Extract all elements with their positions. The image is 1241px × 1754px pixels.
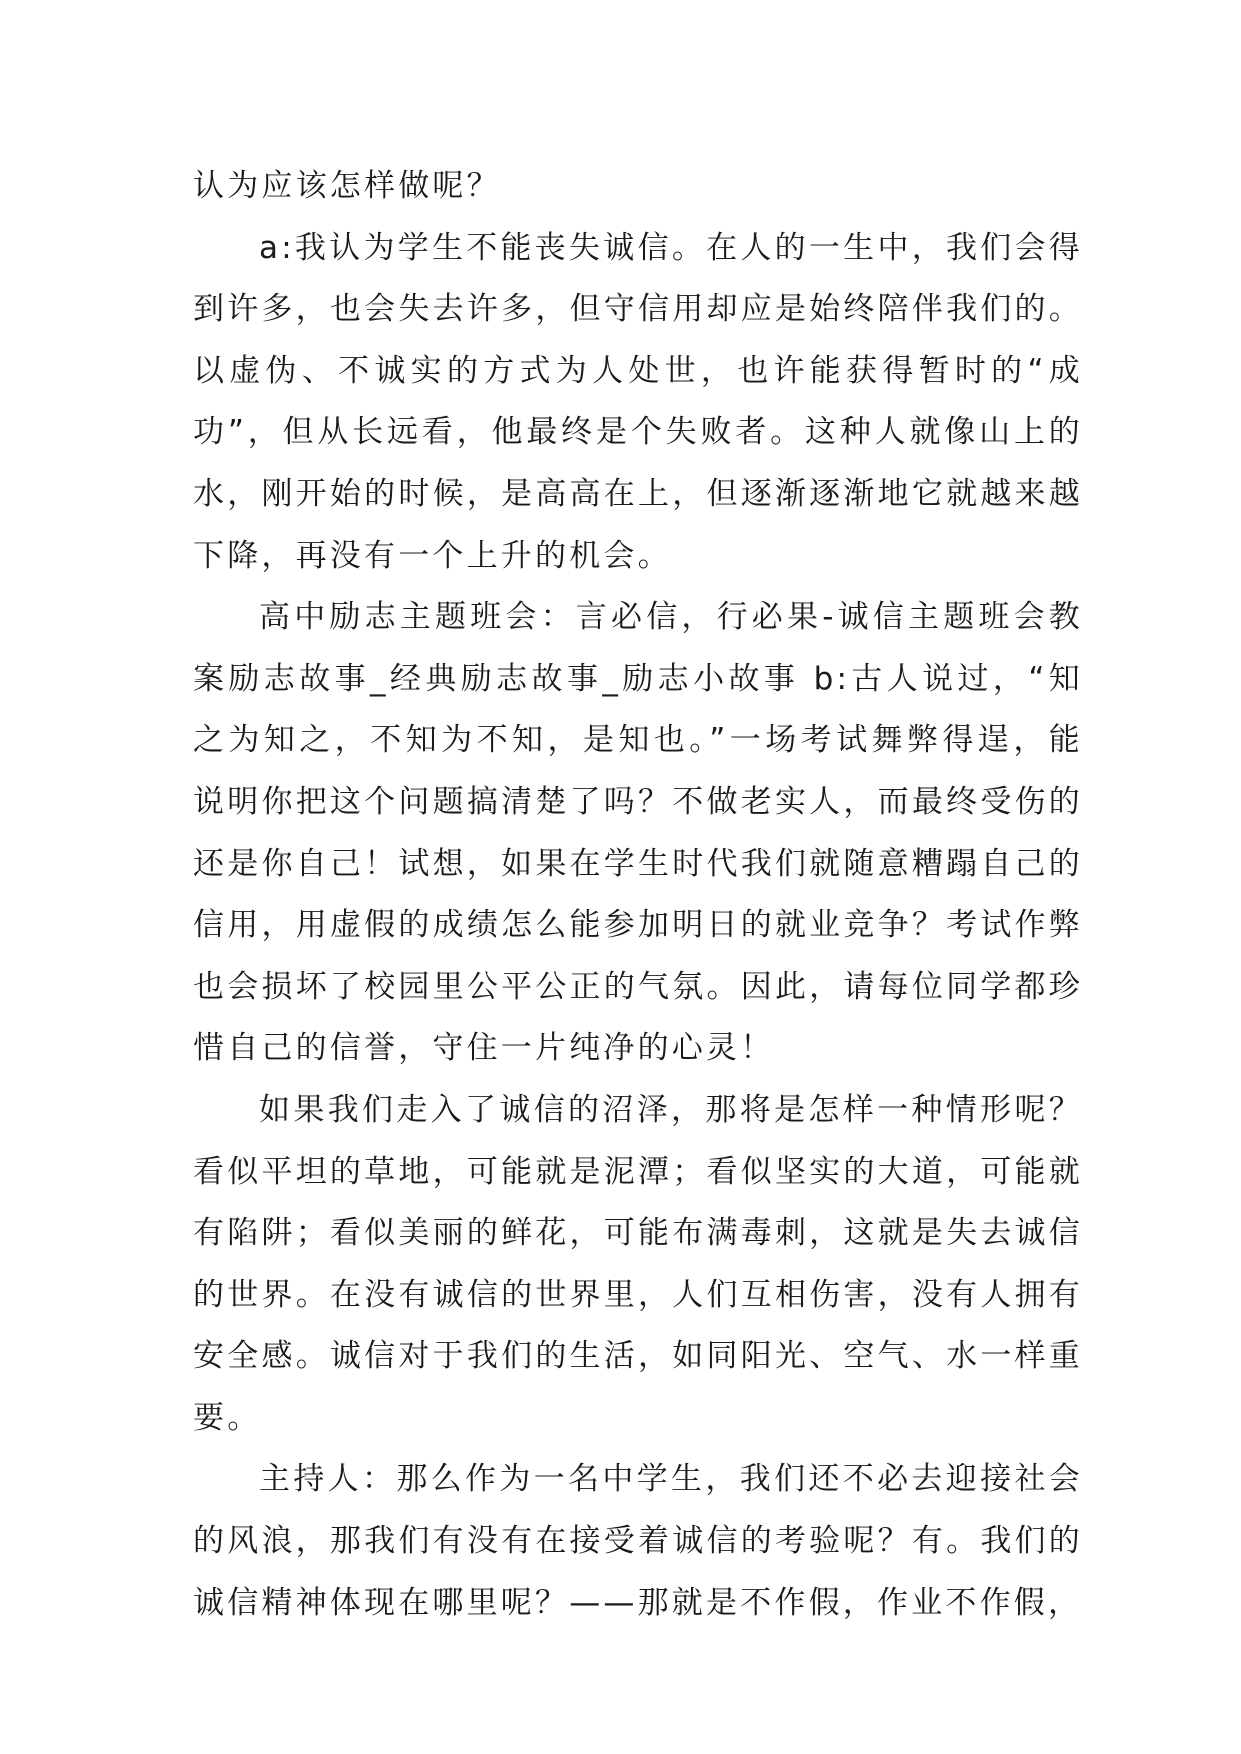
paragraph-host: 主持人：那么作为一名中学生，我们还不必去迎接社会的风浪，那我们有没有在接受着诚信的考验呢？有。我们的诚信精神体现在哪里呢？——那就是不作假，作业不作假， [193, 1461, 1083, 1621]
paragraph-continuation: 认为应该怎样做呢？ [193, 168, 501, 204]
document-body [193, 156, 1083, 1634]
paragraph-answer-b: 高中励志主题班会：言必信，行必果-诚信主题班会教案励志故事_经典励志故事_励志小故事 b:古人说过，“知之为知之，不知为不知，是知也。”一场考试舞弊得逞，能说明你把这个问题搞清楚了吗？不做老实人，而最终受伤的还是你自己！试想，如果在学生时代我们就随意糟蹋自己的信用，用虚假的成绩怎么能参加明日的就业竞争？考试作弊也会损坏了校园里公平公正的气氛。因此，请每位同学都珍惜自己的信誉，守住一片纯净的心灵！ [193, 599, 1083, 1067]
paragraph-answer-a: a:我认为学生不能丧失诚信。在人的一生中，我们会得到许多，也会失去许多，但守信用却应是始终陪伴我们的。以虚伪、不诚实的方式为人处世，也许能获得暂时的“成功”，但从长远看，他最终是个失败者。这种人就像山上的水，刚开始的时候，是高高在上，但逐渐逐渐地它就越来越下降，再没有一个上升的机会。 [193, 229, 1083, 574]
paragraph-swamp: 如果我们走入了诚信的沼泽，那将是怎样一种情形呢？看似平坦的草地，可能就是泥潭；看似坚实的大道，可能就有陷阱；看似美丽的鲜花，可能布满毒刺，这就是失去诚信的世界。在没有诚信的世界里，人们互相伤害，没有人拥有安全感。诚信对于我们的生活，如同阳光、空气、水一样重要。 [193, 1091, 1083, 1436]
